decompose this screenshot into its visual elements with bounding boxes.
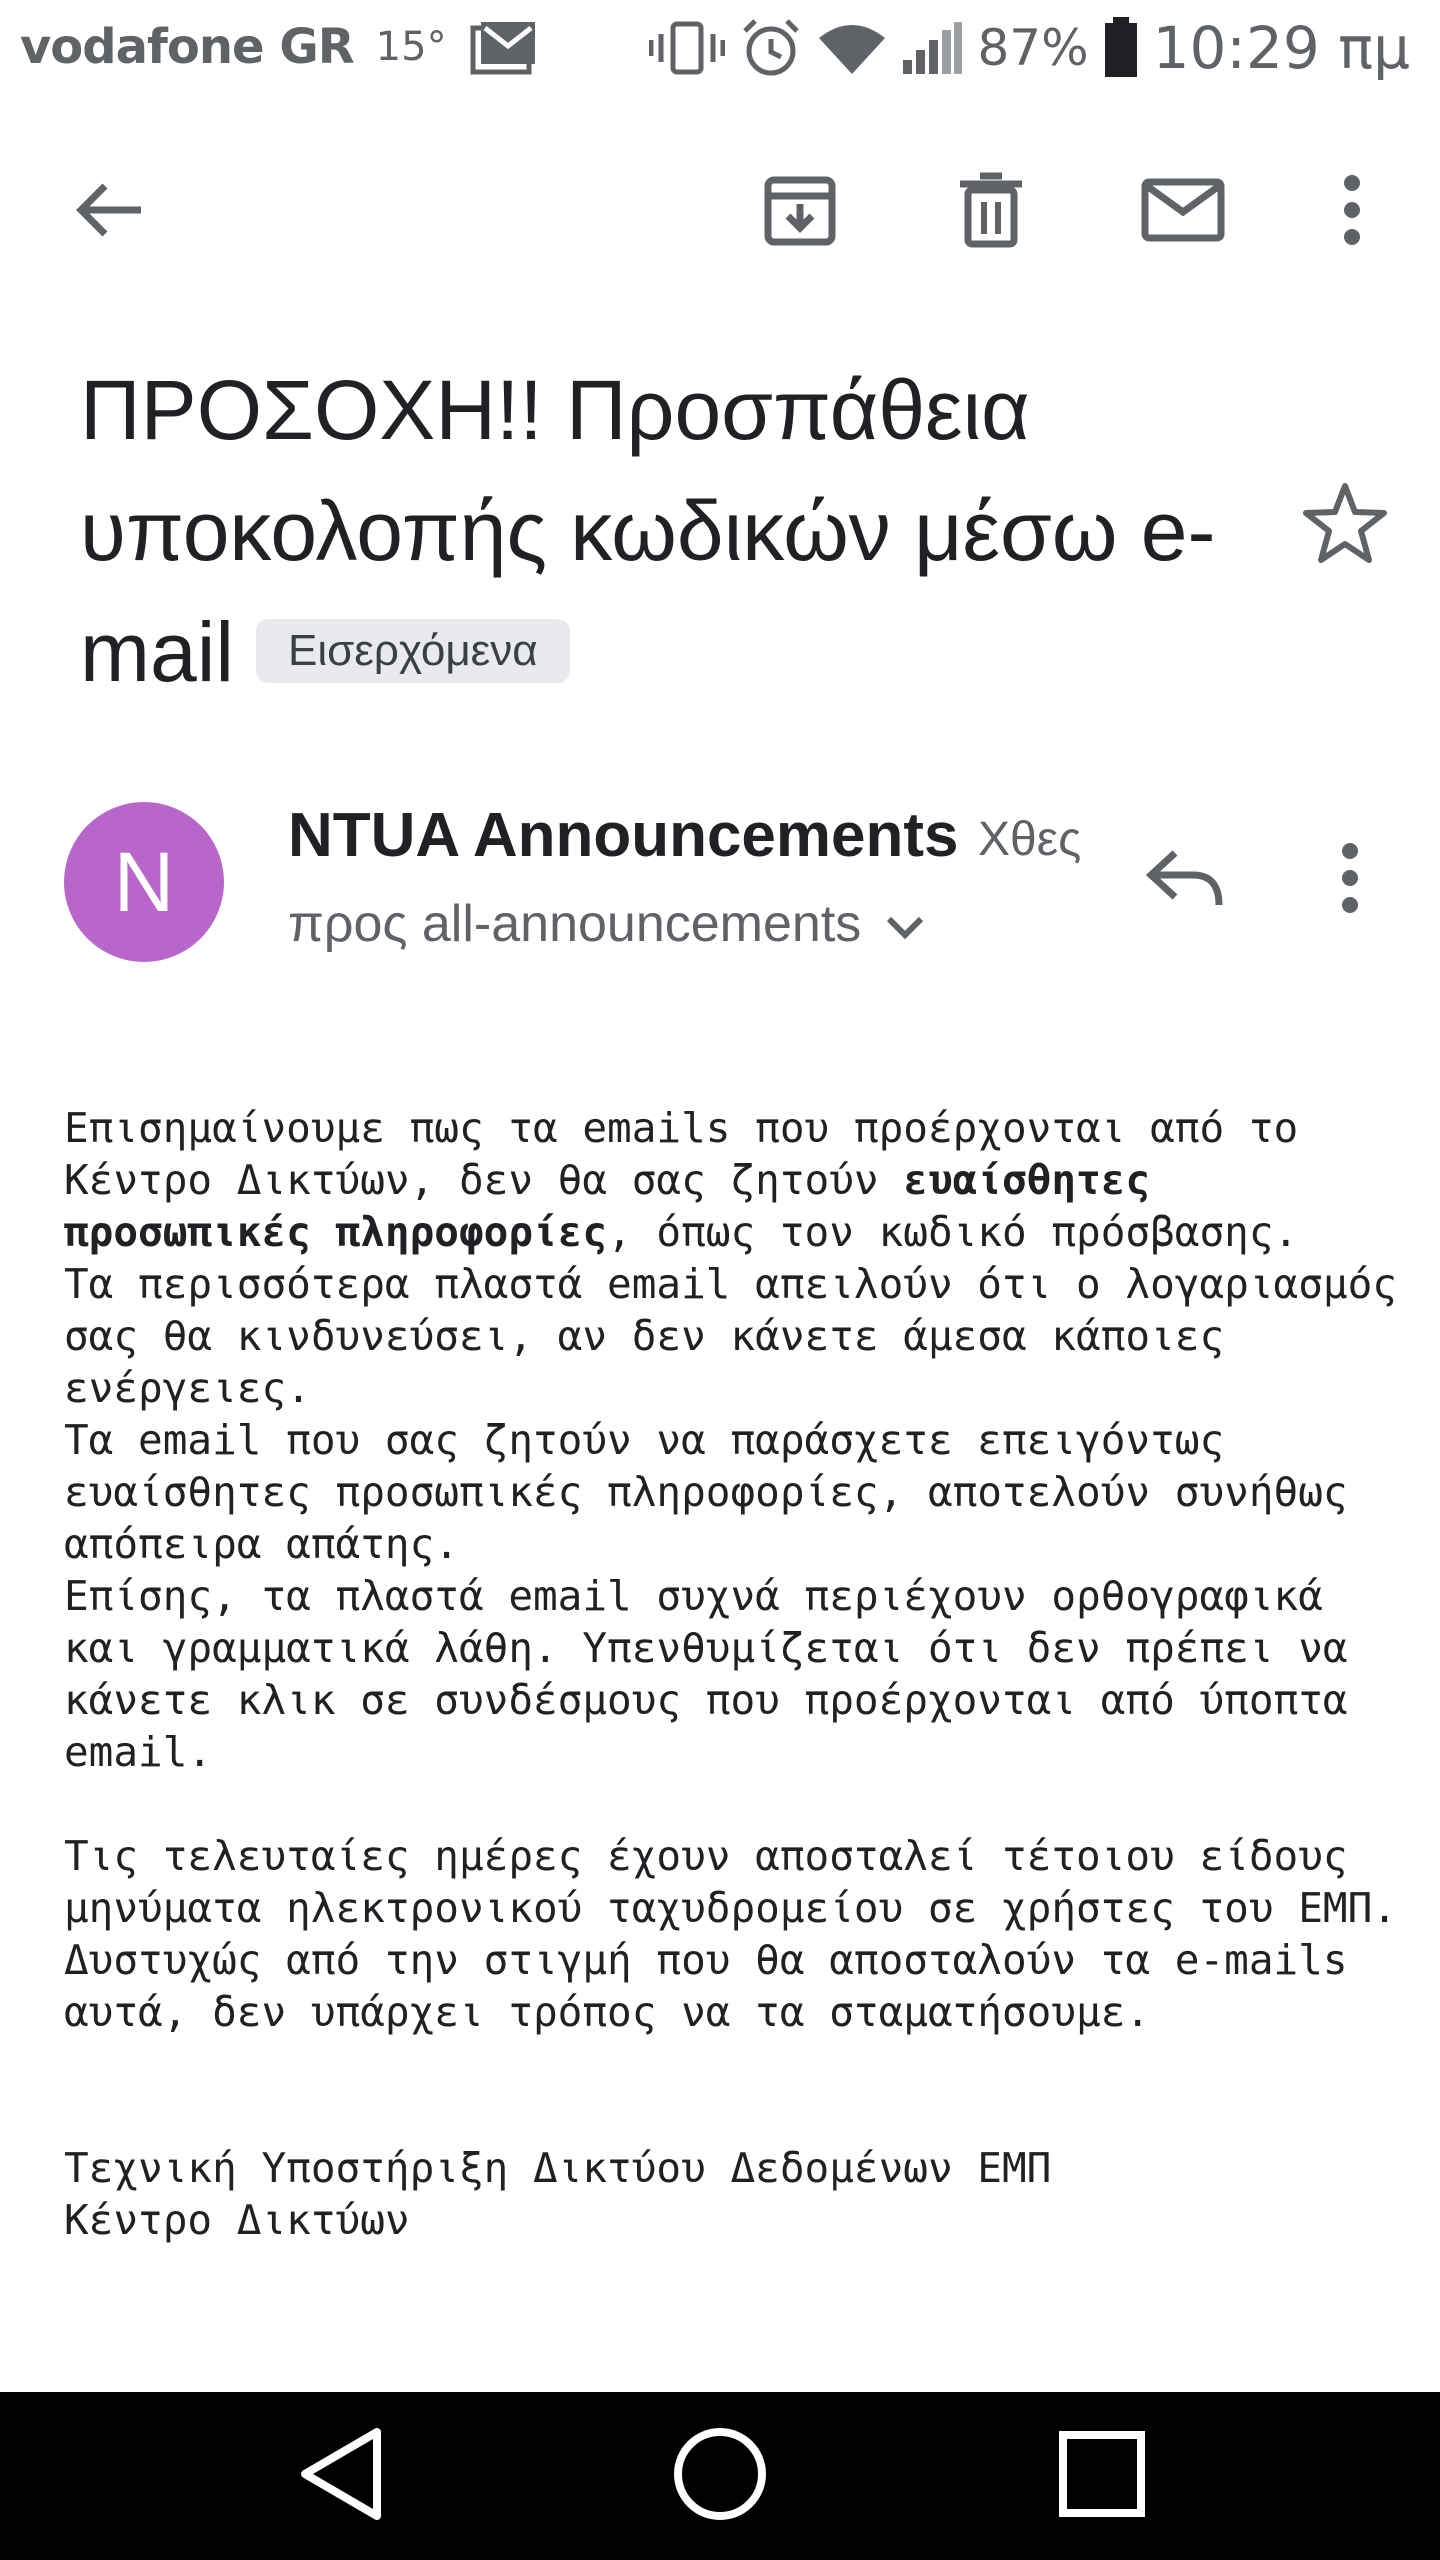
mark-unread-button[interactable] — [1123, 150, 1243, 270]
recipient-details-toggle[interactable] — [288, 894, 925, 954]
body-paragraph — [64, 1102, 1404, 1258]
delete-button[interactable] — [931, 150, 1051, 270]
body-bold-text: ευαίσθητες προσωπικές πληροφορίες — [64, 1156, 1175, 1256]
subject-text: ΠΡΟΣΟΧΗ!! Προσπάθεια υποκολοπής κωδικών μέσω e-mail — [80, 363, 1216, 699]
clock-time: 10:29 πμ — [1152, 14, 1410, 82]
system-navigation-bar — [0, 2392, 1440, 2560]
body-paragraph: Επίσης, τα πλαστά email συχνά περιέχουν ορθογραφικά και γραμματικά λάθη. Υπενθυμίζεται ότι δεν πρέπει να κάνετε κλικ σε συνδέσμους που προέρχονται από ύποπτα email. — [64, 1572, 1373, 1776]
wifi-icon — [817, 20, 887, 76]
body-paragraph: Δυστυχώς από την στιγμή που θα αποσταλούν τα e-mails αυτά, δεν υπάρχει τρόπος να τα σταματήσουμε. — [64, 1936, 1373, 2036]
back-arrow-icon — [75, 180, 145, 240]
vibrate-icon — [649, 18, 725, 78]
reply-icon — [1145, 847, 1225, 914]
nav-back-button[interactable] — [272, 2406, 412, 2546]
status-bar — [0, 0, 1440, 104]
gmail-notification-icon — [469, 18, 539, 76]
star-outline-icon — [1300, 555, 1390, 572]
email-date: Χθες — [978, 813, 1082, 866]
email-toolbar — [0, 150, 1440, 270]
chevron-down-icon — [885, 894, 925, 954]
body-text-segment: Επισημαίνουμε πως τα emails που προέρχονται από το Κέντρο Δικτύων, δεν θα σας ζητούν — [64, 1104, 1323, 1204]
body-text-segment: , όπως τον κωδικό πρόσβασης. — [607, 1208, 1299, 1256]
sender-avatar[interactable] — [64, 802, 224, 962]
body-paragraph: Τις τελευταίες ημέρες έχουν αποσταλεί τέτοιου είδους μηνύματα ηλεκτρονικού ταχυδρομείου σε χρήστες του ΕΜΠ. — [64, 1832, 1397, 1932]
delete-icon — [958, 172, 1024, 248]
battery-percent: 87% — [977, 19, 1089, 77]
recipient-text: προς all-announcements — [288, 895, 862, 953]
more-vert-icon — [1340, 843, 1360, 918]
reply-button[interactable] — [1125, 820, 1245, 940]
nav-recents-button[interactable] — [1032, 2406, 1172, 2546]
archive-button[interactable] — [740, 150, 860, 270]
recents-square-icon — [1057, 2429, 1147, 2524]
inbox-label-chip[interactable]: Εισερχόμενα — [256, 619, 570, 683]
body-paragraph: Τα περισσότερα πλαστά email απειλούν ότι ο λογαριασμός σας θα κινδυνεύσει, αν δεν κάνετε άμεσα κάποιες ενέργειες. — [64, 1260, 1422, 1412]
nav-home-button[interactable] — [650, 2406, 790, 2546]
star-button[interactable] — [1300, 478, 1390, 568]
more-vert-icon — [1342, 175, 1362, 245]
back-button[interactable] — [50, 150, 170, 270]
carrier-name: vodafone GR — [20, 19, 354, 75]
avatar-initial: N — [113, 834, 175, 929]
archive-icon — [762, 172, 838, 248]
mark-unread-icon — [1141, 178, 1225, 242]
email-body — [64, 1102, 1422, 2246]
battery-icon — [1103, 17, 1139, 79]
temperature: 15° — [375, 24, 447, 70]
signal-icon — [901, 20, 963, 76]
signature-line: Κέντρο Δικτύων — [64, 2196, 410, 2244]
body-paragraph: Τα email που σας ζητούν να παράσχετε επειγόντως ευαίσθητες προσωπικές πληροφορίες, αποτελούν συνήθως απόπειρα απάτης. — [64, 1416, 1373, 1568]
message-more-button[interactable] — [1290, 820, 1410, 940]
sender-name[interactable]: NTUA Announcements — [288, 801, 959, 870]
alarm-icon — [739, 17, 803, 79]
more-options-button[interactable] — [1292, 150, 1412, 270]
back-triangle-icon — [297, 2426, 387, 2527]
signature-line: Τεχνική Υποστήριξη Δικτύου Δεδομένων ΕΜΠ — [64, 2144, 1052, 2192]
email-subject — [80, 350, 1260, 713]
home-circle-icon — [672, 2426, 768, 2527]
